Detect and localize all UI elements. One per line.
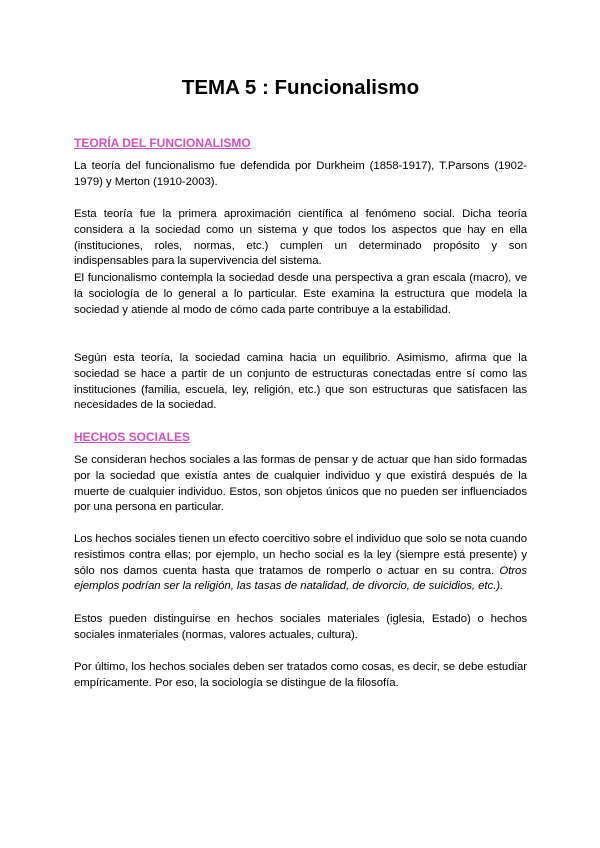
paragraph-hechos-2-text: Los hechos sociales tienen un efecto coercitivo sobre el individuo que solo se nota cuando resistimos contra ellas; por ejemplo, un hecho social es la ley (siempre está presente) y sólo nos damos cuenta hasta que tratamos de romperlo o actuar en su contra. bbox=[74, 533, 527, 577]
paragraph-teoria-4: Según esta teoría, la sociedad camina hacia un equilibrio. Asimismo, afirma que la sociedad se hace a partir de un conjunto de estructuras conectadas entre sí como las instituciones (familia, escuela, ley, religión, etc.) que son estructuras que satisfacen las necesidades de la sociedad. bbox=[74, 352, 527, 412]
page-title: TEMA 5 : Funcionalismo bbox=[181, 76, 420, 99]
section-heading-teoria: TEORÍA DEL FUNCIONALISMO bbox=[74, 136, 251, 150]
paragraph-hechos-4: Por último, los hechos sociales deben ser tratados como cosas, es decir, se debe estudiar empíricamente. Por eso, la sociología se distingue de la filosofía. bbox=[74, 661, 527, 689]
paragraph-hechos-1: Se consideran hechos sociales a las formas de pensar y de actuar que han sido formadas por la sociedad que existía antes de cualquier individuo y que existirá después de la muerte de cualquier individuo. Estos, son objetos únicos que no pueden ser influenciados por una persona en particular. bbox=[74, 454, 527, 514]
paragraph-teoria-3: El funcionalismo contempla la sociedad desde una perspectiva a gran escala (macro), ve la sociología de lo general a lo particular. Este examina la estructura que modela la sociedad y atiende al modo de cómo cada parte contribuye a la estabilidad. bbox=[74, 272, 527, 316]
paragraph-hechos-3: Estos pueden distinguirse en hechos sociales materiales (iglesia, Estado) o hechos sociales inmateriales (normas, valores actuales, cultura). bbox=[74, 613, 527, 641]
paragraph-teoria-1: La teoría del funcionalismo fue defendida por Durkheim (1858-1917), T.Parsons (1902-1979) y Merton (1910-2003). bbox=[74, 160, 527, 188]
paragraph-teoria-2: Esta teoría fue la primera aproximación científica al fenómeno social. Dicha teoría considera a la sociedad como un sistema y que todos los aspectos que hay en ella (instituciones, roles, normas, etc.) cumplen un determinado propósito y son indispensables para la supervivencia del sistema. bbox=[74, 208, 527, 268]
paragraph-hechos-2-italic: Otros ejemplos podrían ser la religión, las tasas de natalidad, de divorcio, de suicidios, etc.). bbox=[74, 564, 527, 593]
paragraph-hechos-2 bbox=[74, 532, 527, 595]
section-heading-hechos: HECHOS SOCIALES bbox=[74, 430, 191, 444]
